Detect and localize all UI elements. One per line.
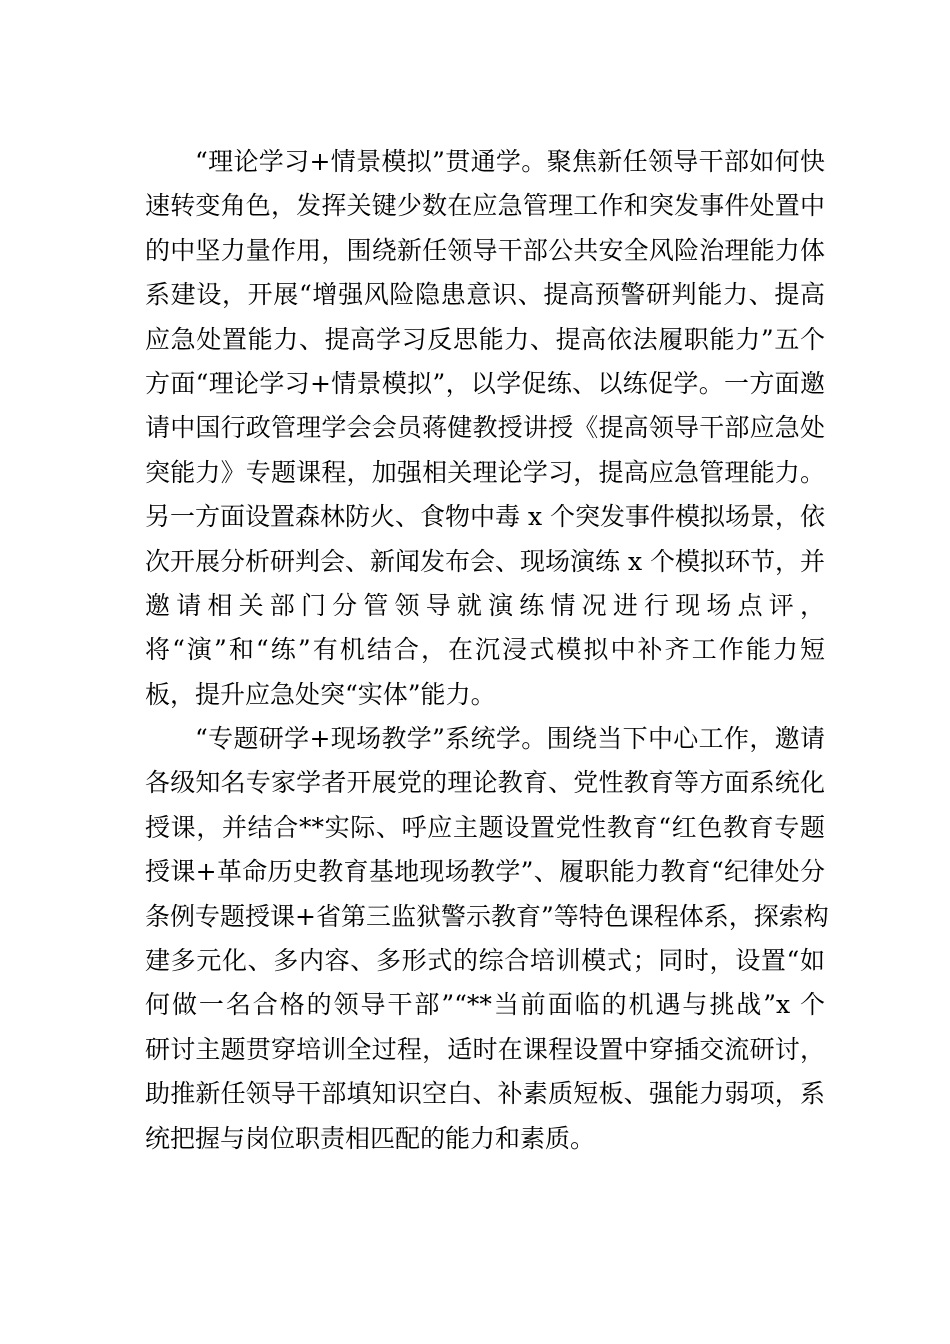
text-line: 授课+革命历史教育基地现场教学”、履职能力教育“纪律处分 bbox=[145, 857, 825, 887]
text-line: 请中国行政管理学会会员蒋健教授讲授《提高领导干部应急处 bbox=[145, 413, 825, 443]
paragraph-theory-scenario bbox=[145, 140, 825, 717]
text-line: 次开展分析研判会、新闻发布会、现场演练 x 个模拟环节，并 bbox=[145, 546, 825, 576]
text-line: “理论学习+情景模拟”贯通学。聚焦新任领导干部如何快 bbox=[195, 147, 825, 176]
text-line: 板，提升应急处突“实体”能力。 bbox=[145, 679, 496, 709]
text-line: 应急处置能力、提高学习反思能力、提高依法履职能力”五个 bbox=[145, 324, 825, 354]
text-line: 突能力》专题课程，加强相关理论学习，提高应急管理能力。 bbox=[145, 457, 825, 487]
paragraph-study-field-teaching bbox=[145, 717, 829, 1161]
text-line: 速转变角色，发挥关键少数在应急管理工作和突发事件处置中 bbox=[145, 191, 825, 221]
document-body bbox=[145, 140, 829, 1161]
text-line: 各级知名专家学者开展党的理论教育、党性教育等方面系统化 bbox=[145, 768, 825, 798]
text-line: 条例专题授课+省第三监狱警示教育”等特色课程体系，探索构 bbox=[145, 901, 829, 931]
text-line: 将“演”和“练”有机结合，在沉浸式模拟中补齐工作能力短 bbox=[145, 635, 825, 665]
text-line: 邀请相关部门分管领导就演练情况进行现场点评， bbox=[145, 590, 825, 620]
text-line: 授课，并结合**实际、呼应主题设置党性教育“红色教育专题 bbox=[145, 812, 825, 842]
text-line: 建多元化、多内容、多形式的综合培训模式；同时，设置“如 bbox=[145, 946, 825, 976]
text-line: 研讨主题贯穿培训全过程，适时在课程设置中穿插交流研讨， bbox=[145, 1034, 825, 1064]
text-line: 系建设，开展“增强风险隐患意识、提高预警研判能力、提高 bbox=[145, 280, 825, 310]
text-line: 统把握与岗位职责相匹配的能力和素质。 bbox=[145, 1123, 596, 1153]
text-line: 方面“理论学习+情景模拟”，以学促练、以练促学。一方面邀 bbox=[145, 368, 825, 398]
text-line: “专题研学+现场教学”系统学。围绕当下中心工作，邀请 bbox=[195, 724, 825, 754]
text-line: 助推新任领导干部填知识空白、补素质短板、强能力弱项，系 bbox=[145, 1079, 825, 1109]
text-line: 的中坚力量作用，围绕新任领导干部公共安全风险治理能力体 bbox=[145, 235, 825, 265]
text-line: 另一方面设置森林防火、食物中毒 x 个突发事件模拟场景，依 bbox=[145, 502, 825, 532]
text-line: 何做一名合格的领导干部”“**当前面临的机遇与挑战”x 个 bbox=[145, 990, 825, 1020]
